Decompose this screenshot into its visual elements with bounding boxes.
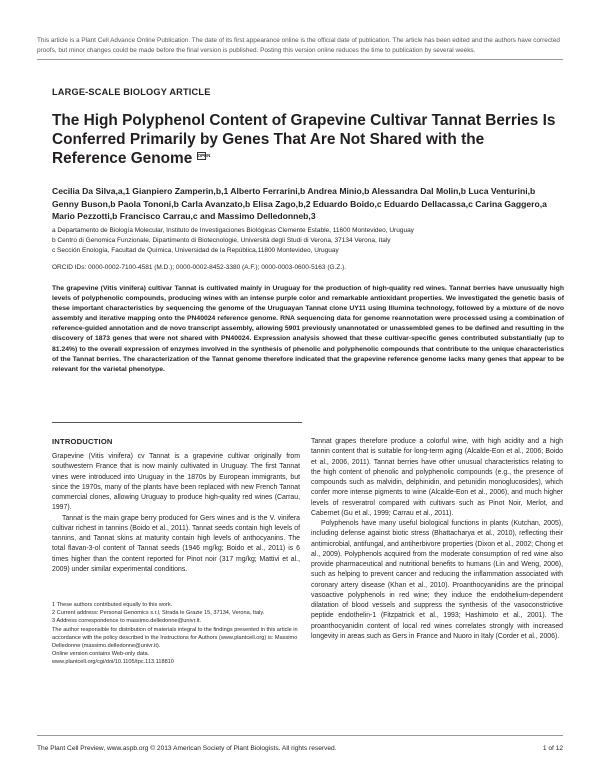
page-footer — [37, 735, 563, 753]
article-type-label: LARGE-SCALE BIOLOGY ARTICLE — [52, 87, 211, 97]
intro-paragraph-2: Tannat is the main grape berry produced for Gers wines and is the V. vinifera cultivar richest in tannins (Boido et al., 2011). Tannat seeds contain high levels of tannins, and Tannat skins at maturity contain high levels of anthocyanins. The total flavan-3-ol content of Tannat seeds (1946 mg/kg; Boido et al., 2011) is 6 times higher than the content reported for Pinot noir (317 mg/kg; Mattivi et al., 2009) under similar experimental conditions. — [52, 514, 300, 573]
footnote-5: Online version contains Web-only data. — [52, 651, 150, 658]
journal-footer: The Plant Cell Preview, www.aspb.org © 2013 American Society of Plant Biologists. All rights reserved. — [37, 745, 337, 752]
introduction-heading: INTRODUCTION — [52, 437, 113, 446]
article-title-text: The High Polyphenol Content of Grapevine Cultivar Tannat Berries Is Conferred Primarily by Genes That Are Not Shared with the Reference Genome — [52, 112, 556, 168]
affiliation-a: a Departamento de Biología Molecular, Instituto de Investigaciones Biológicas Clemente Estable, 11600 Montevideo, Uruguay — [52, 227, 414, 234]
doi-link[interactable]: www.plantcell.org/cgi/doi/10.1105/tpc.113.118810 — [52, 659, 174, 666]
intro-paragraph-1: Grapevine (Vitis vinifera) cv Tannat is a grapevine cultivar originally from southwestern France that is now mainly cultivated in Uruguay. The first Tannat vines were introduced into Uruguay in the 1870s by European immigrants, but since the 1970s, many of the plants have been replaced with new French Tannat commercial clones, allowing Uruguay to produce high-quality red wines (Carrau, 1997). — [52, 453, 300, 512]
author-list: Cecilia Da Silva,a,1 Gianpiero Zamperin,b,1 Alberto Ferrarini,b Andrea Minio,b Alessandra Dal Molin,b Luca Venturini,b Genny Buson,b Paola Tononi,b Carla Avanzato,b Elisa Zago,b,2 Eduardo Boido,c Eduardo Dellacassa,c Carina Gaggero,a Mario Pezzotti,b Francisco Carrau,c and Massimo Delledonneb,3 — [52, 186, 547, 221]
abstract: The grapevine (Vitis vinifera) cultivar Tannat is cultivated mainly in Uruguay for the production of high-quality red wines. Tannat berries have unusually high levels of polyphenolic compounds, producing wines with an intense purple color and remarkable antioxidant properties. We investigated the genetic basis of these important characteristics by sequencing the genome of the Uruguayan Tannat clone UY11 using Illumina technology, followed by a mixture of de novo assembly and iterative mapping onto the PN40024 reference genome. RNA sequencing data for genome reannotation were processed using a combination of reference-guided annotation and de novo transcript assembly, allowing 5901 previously unannotated or unassembled genes to be defined and resulting in the discovery of 1873 genes that were not shared with PN40024. Expression analysis showed that these cultivar-specific genes contributed substantially (up to 81.24%) to the overall expression of enzymes involved in the synthesis of phenolic and polyphenolic compounds that contribute to the unique characteristics of the Tannat berries. The characterization of the Tannat genome therefore indicated that the grapevine reference genome lacks many genes that appear to be relevant for the varietal phenotype. — [52, 285, 564, 373]
open-access-icon: OPEN — [197, 153, 211, 159]
footnote-1: 1 These authors contributed equally to this work. — [52, 602, 173, 608]
intro-paragraph-4: Polyphenols have many useful biological functions in plants (Kutchan, 2005), including defense against biotic stress (Bhattacharya et al., 2010), reflecting their antimicrobial, antifungal, and antiherbivore properties (Dixon et al., 2002; Chong et al., 2009). Polyphenols acquired from the moderate consumption of red wine also provide pharmaceutical and nutritional benefits to humans (Lin and Weng, 2006), such as helping to prevent cancer and reducing the inflammation associated with coronary artery disease (Khan et al., 2010). Proanthocyanidins are the principal vasoactive polyphenols in red wine; they induce the endothelium-dependent dilatation of blood vessels and suppress the synthesis of the vasoconstrictive peptide endothelin-1 (Fitzpatrick et al., 1993; Hashimoto et al., 2001). The proanthocyanidin content of local red wines correlates strongly with increased longevity in areas such as Gers in France and Nuoro in Italy (Corder et al., 2006). — [311, 520, 563, 640]
affiliation-c: c Sección Enología, Facultad de Química, Universidad de la República,11800 Montevideo, Uruguay — [52, 247, 339, 255]
affiliations — [52, 226, 564, 257]
article-title — [52, 111, 562, 169]
footnote-4: The author responsible for distribution of materials integral to the findings presented in this article in accordance with the policy described in the Instructions for Authors (www.plantcell.org) is: Massimo Delledonne (massimo.delledonne@univr.it). — [52, 626, 298, 650]
footnotes — [52, 601, 300, 667]
page-number: 1 of 12 — [542, 745, 563, 752]
section-divider — [52, 422, 302, 423]
footnote-2: 2 Current address: Personal Genomics s.r.l, Strada le Grazie 15, 37134, Verona, Italy. — [52, 610, 265, 617]
orcid-ids: ORCID IDs: 0000-0002-7100-4581 (M.D.); 0000-0002-8452-3380 (A.F.); 0000-0003-0600-5163 (G.Z.). — [52, 264, 347, 271]
left-column — [52, 452, 300, 575]
intro-paragraph-3: Tannat grapes therefore produce a colorful wine, with high acidity and a high tannin content that is suitable for long-term aging (Alcalde-Eon et al., 2006; Boido et al., 2006, 2011). Tannat berries have other unusual characteristics relating to the high content of phenolic and polyphenolic compounds (e.g., the presence of compounds such as malvidin, delphinidin, and petunidin monoglucosides), which confer more intense pigments to wine (Alcalde-Eon et al., 2006), and much higher levels of resveratrol compared with cultivars such as Pinot Noir, Merlot, and Cabernet (Gu et al., 1999; Carrau et al., 2011). — [311, 438, 563, 517]
affiliation-b: b Centro di Genomica Funzionale, Dipartimento di Biotecnologie, Università degli Studi di Verona, 37134 Verona, Italy — [52, 237, 391, 245]
footnote-3: 3 Address correspondence to massimo.delledonne@univr.it. — [52, 618, 202, 625]
advance-publication-notice: This article is a Plant Cell Advance Online Publication. The date of its first appearance online is the official date of publication. The article has been edited and the authors have corrected proofs, but minor changes could be made before the final version is published. Posting this version online reduces the time to publication by several weeks. — [37, 36, 563, 60]
right-column — [311, 437, 563, 642]
